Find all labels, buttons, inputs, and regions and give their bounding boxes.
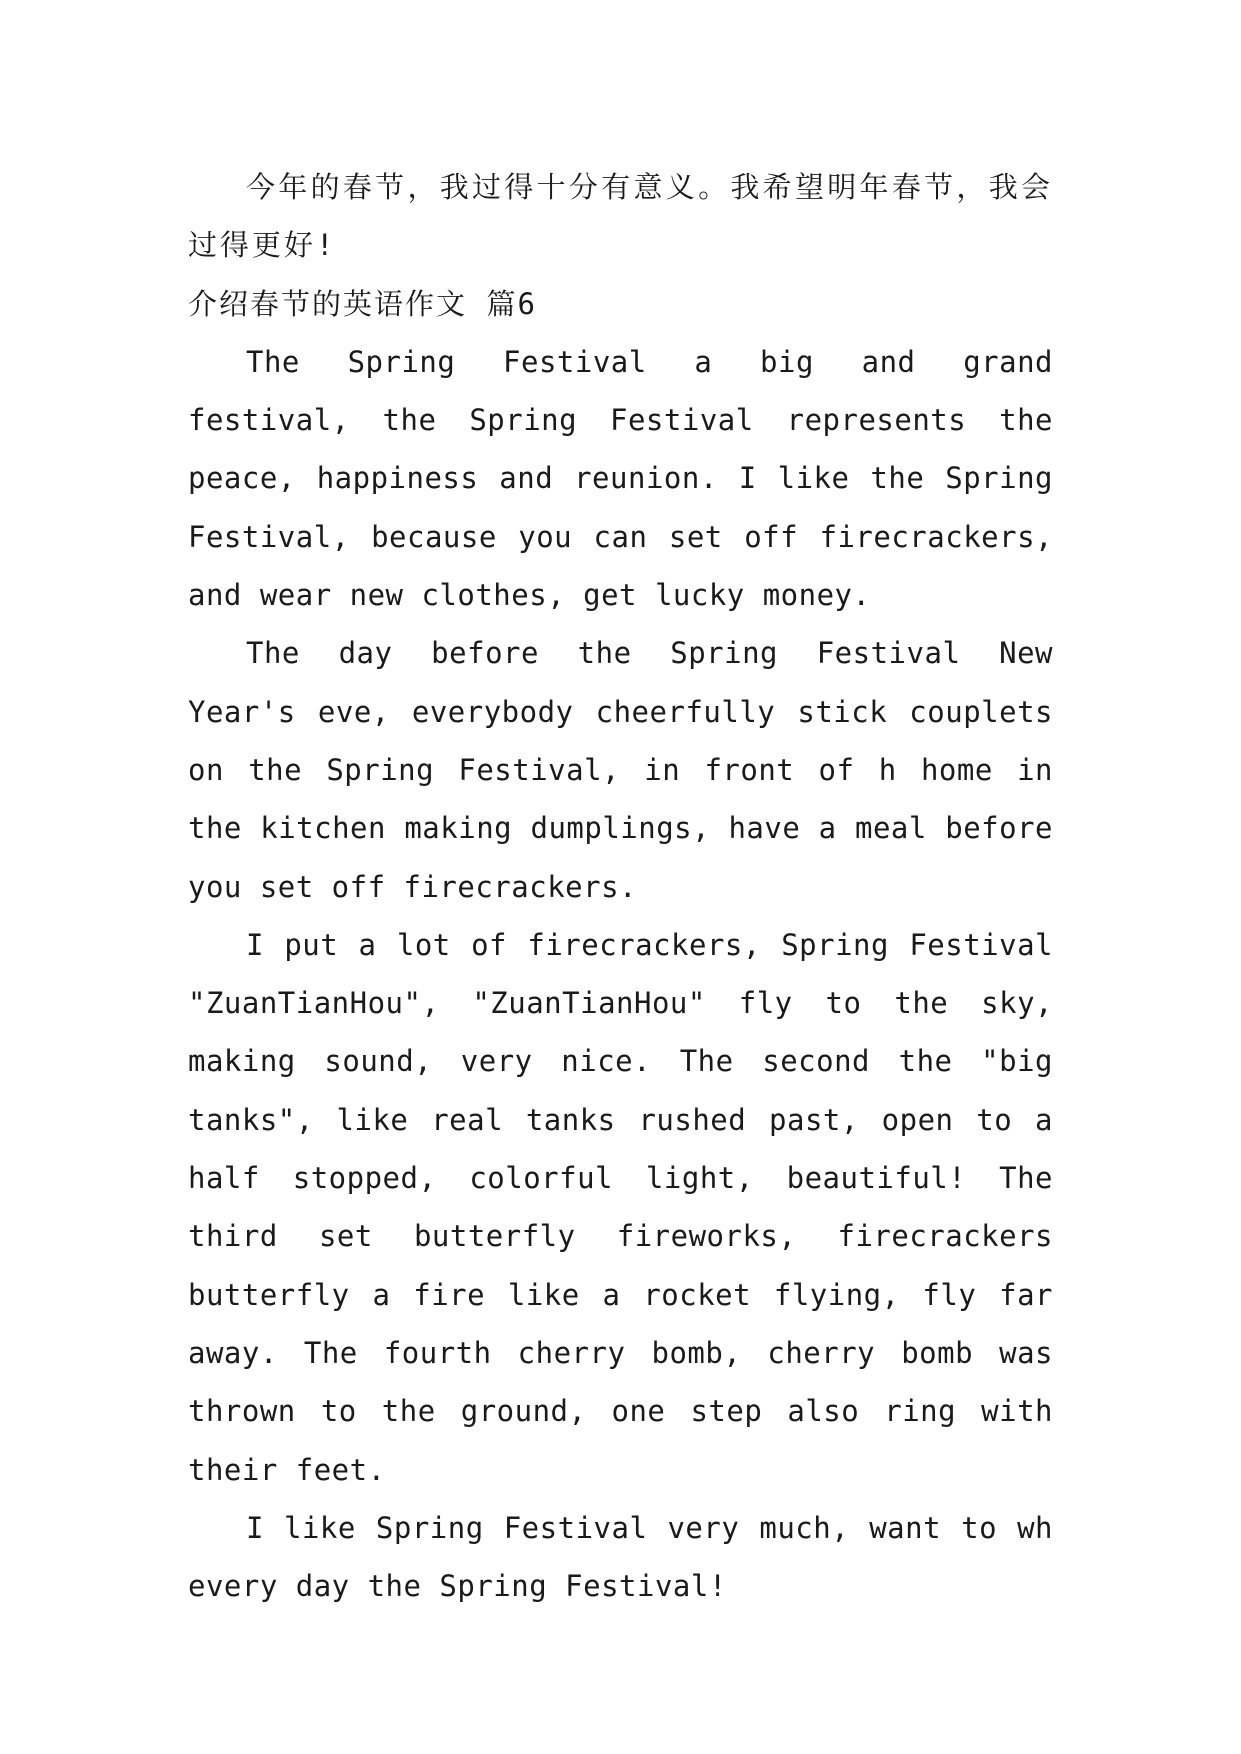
- section-heading: 介绍春节的英语作文 篇6: [188, 286, 537, 321]
- body-paragraph: The day before the Spring Festival New Year's eve, everybody cheerfully stick couplets on the Spring Festival, in front of h home in the kitchen making dumplings, have a meal before you set off firecrackers.: [188, 636, 1053, 904]
- intro-paragraph: 今年的春节，我过得十分有意义。我希望明年春节，我会过得更好!: [188, 170, 1053, 263]
- document-body: [188, 158, 1053, 1615]
- body-paragraph: I like Spring Festival very much, want to wh every day the Spring Festival!: [188, 1510, 1053, 1604]
- body-paragraph: I put a lot of firecrackers, Spring Festival "ZuanTianHou", "ZuanTianHou" fly to the sky, making sound, very nice. The second the "big tanks", like real tanks rushed past, open to a half stopped, colorful light, beautiful! The third set butterfly fireworks, firecrackers butterfly a fire like a rocket flying, fly far away. The fourth cherry bomb, cherry bomb was thrown to the ground, one step also ring with their feet.: [188, 927, 1053, 1487]
- body-paragraph: The Spring Festival a big and grand festival, the Spring Festival represents the peace, happiness and reunion. I like the Spring Festival, because you can set off firecrackers, and wear new clothes, get lucky money.: [188, 344, 1053, 613]
